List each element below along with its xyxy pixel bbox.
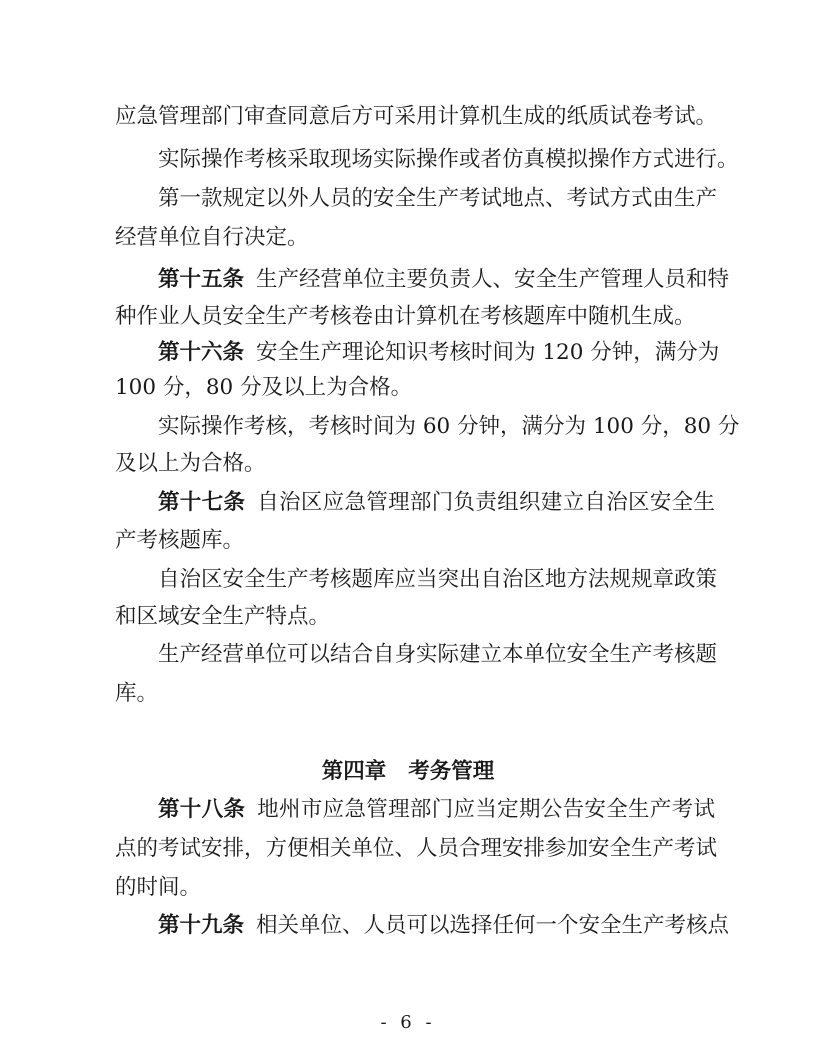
body-line: 实际操作考核采取现场实际操作或者仿真模拟操作方式进行。 [158,147,739,172]
article-line [158,338,720,368]
body-line: 应急管理部门审查同意后方可采用计算机生成的纸质试卷考试。 [115,104,718,129]
body-line: 产考核题库。 [115,528,245,553]
chapter-title: 考务管理 [408,759,495,784]
article-text: 自治区应急管理部门负责组织建立自治区安全生 [257,490,715,515]
article-text: 安全生产理论知识考核时间为 120 分钟，满分为 [256,340,720,365]
article-text: 生产经营单位主要负责人、安全生产管理人员和特 [256,267,730,292]
body-line: 的时间。 [115,875,202,900]
article-number: 第十五条 [158,267,245,292]
chapter-heading [0,757,816,787]
article-line [158,265,730,295]
body-line: 自治区安全生产考核题库应当突出自治区地方法规规章政策 [158,567,718,592]
article-number: 第十九条 [158,913,245,938]
article-line [158,911,730,941]
page-number: - 6 - [380,1012,436,1033]
article-number: 第十六条 [158,340,245,365]
body-line: 生产经营单位可以结合自身实际建立本单位安全生产考核题 [158,642,718,667]
body-line: 种作业人员安全生产考核卷由计算机在考核题库中随机生成。 [115,304,696,329]
article-number: 第十八条 [158,797,246,822]
body-line: 点的考试安排，方便相关单位、人员合理安排参加安全生产考试 [115,836,718,861]
chapter-number: 第四章 [321,759,387,784]
article-text: 地州市应急管理部门应当定期公告安全生产考试 [257,797,715,822]
article-text: 相关单位、人员可以选择任何一个安全生产考核点 [256,913,730,938]
body-line: 实际操作考核，考核时间为 60 分钟，满分为 100 分，80 分 [158,414,740,439]
body-line: 库。 [115,681,159,706]
body-line: 及以上为合格。 [115,451,266,476]
body-line: 经营单位自行决定。 [115,225,309,250]
body-line: 和区域安全生产特点。 [115,604,331,629]
body-line: 第一款规定以外人员的安全生产考试地点、考试方式由生产 [158,186,718,211]
article-number: 第十七条 [158,490,246,515]
body-line: 100 分，80 分及以上为合格。 [115,375,413,400]
article-line [158,795,715,825]
article-line [158,488,715,518]
